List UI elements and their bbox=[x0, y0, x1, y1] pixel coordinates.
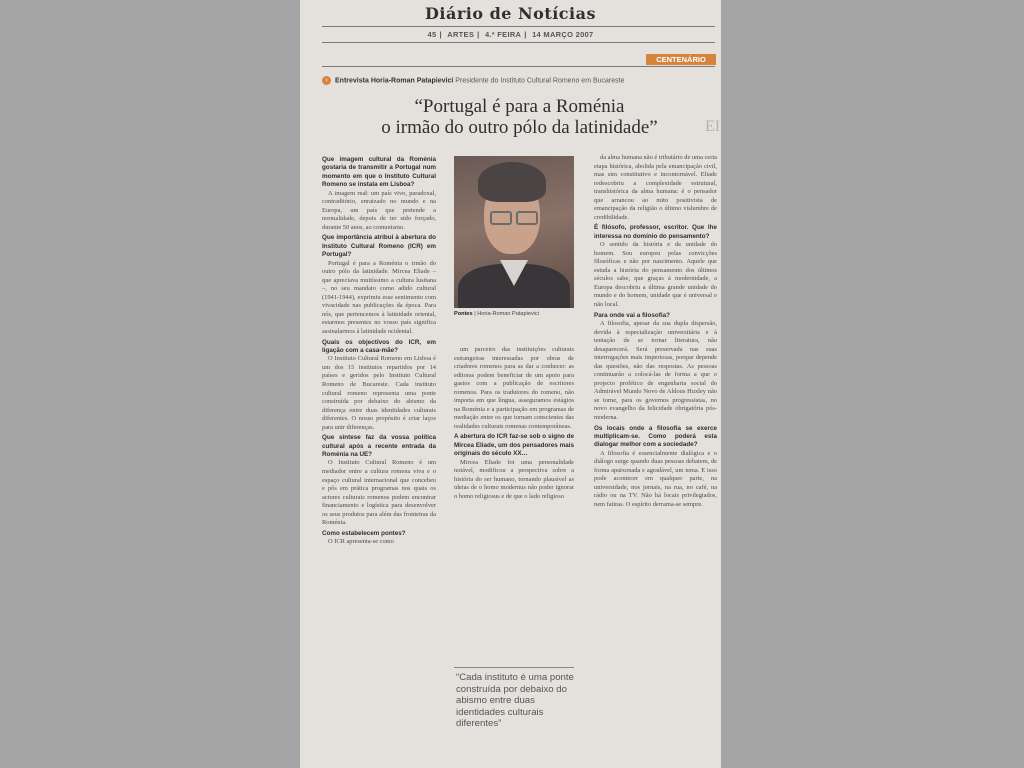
date: 14 MARÇO 2007 bbox=[532, 30, 594, 39]
interview-answer: O ICR apresenta-se como bbox=[328, 538, 394, 546]
caption-name: Horia-Roman Patapievici bbox=[477, 311, 540, 317]
interview-answer: A filosofia é essencialmente dialógica e o diálogo surge quando duas pessoas debatem, de forma apaixonada e agradável, um tema. E isso pode acontecer em qualquer parte, na universidade, nos jornais, na rua, no café, na rádio ou na TV. Não há locais privilegiados, nem fatiras. O espírito derrama-se sempre. bbox=[594, 449, 717, 509]
caption-label: Pontes bbox=[454, 311, 473, 317]
top-rule bbox=[322, 26, 715, 27]
pull-quote: “Cada instituto é uma ponte construída por debaixo do abismo entre duas identidades culturais diferentes” bbox=[456, 672, 574, 730]
dateline: 45 | ARTES | 4.ª FEIRA | 14 MARÇO 2007 bbox=[300, 30, 721, 39]
dateline-rule bbox=[322, 42, 715, 43]
interviewee-role: Presidente do Instituto Cultural Romeno em Bucareste bbox=[455, 77, 625, 85]
headline-line-1: “Portugal é para a Roménia bbox=[414, 96, 625, 117]
section-rule bbox=[322, 66, 715, 67]
interview-question: Que importância atribui à abertura do Instituto Cultural Romeno (ICR) em Portugal? bbox=[322, 234, 436, 259]
interview-question: Quais os objectivos do ICR, em ligação com a casa-mãe? bbox=[322, 338, 436, 354]
photo-glasses-left bbox=[490, 211, 512, 225]
interview-question: Os locais onde a filosofia se exerce multiplicam-se. Como poderá esta dialogar melhor com a sociedade? bbox=[594, 424, 717, 449]
interview-answer: O Instituto Cultural Romeno em Lisboa é um dos 15 institutos repartidos por 14 países e geridos pelo Instituto Cultural Romeno de Bucareste. Cada instituto cultural romeno representa uma ponte construída por debaixo do abismo da diferença entre duas identidades culturais diferentes. O nosso propósito é criar laços para unir diferenças. bbox=[322, 355, 436, 431]
interview-question: É filósofo, professor, escritor. Que lhe interessa no domínio do pensamento? bbox=[594, 224, 717, 240]
interview-answer: Portugal é para a Roménia o irmão do outro pólo da latinidade. Mircea Eliade – que apreciava muitíssimo a cultura lusitana –, no seu mandato como adido cultural (1941-1944), exprimiu esse sentimento com vivacidade nas publicações da época. Para nós, que pertencemos à latinidade oriental, estarmos presentes no vosso país significa assinalarmos à latinidade ocidental. bbox=[322, 259, 436, 335]
column-1 bbox=[322, 154, 436, 547]
interview-question: Como estabelecem pontes? bbox=[322, 529, 406, 537]
photo-glasses-right bbox=[516, 211, 538, 225]
interview-question: A abertura do ICR faz-se sob o signo de Mircea Eliade, um dos pensadores mais originais do século XX… bbox=[454, 433, 574, 458]
interview-kicker bbox=[322, 76, 625, 85]
column-2 bbox=[454, 346, 574, 501]
interview-question: Que imagem cultural da Roménia gostaria de transmitir a Portugal num momento em que o Instituto Cultural Romeno se instala em Lisboa? bbox=[322, 156, 436, 189]
photo-hair bbox=[478, 162, 546, 202]
masthead: Diário de Notícias bbox=[425, 4, 596, 23]
interview-answer: um parceiro das instituições culturais estrangeiras interessadas por obras de criadores romenos para as dar a conhecer: as editoras podem beneficiar de um apoio para gastos com a publicação de escritores romenos. Para os tradutores do romeno, não importa em que língua, asseguramos estágios na Roménia e a participação em programas de mediação entre os que tornam conscientes das realidades culturais romenas contemporâneas. bbox=[454, 346, 574, 430]
interview-answer: A filosofia, apesar da sua dupla dispersão, devida à especialização universitária e à tentação de se tornar literatura, não desaparecerá. Será preservada nas suas interrogações mais imperiosas, porque depende das questões, não das respostas. As pessoas continuarão a colocá-las de forma a que o projecto profético de engenharia social do Admirável Mundo Novo de Aldous Huxley não se torne, para os governos progressistas, no novo evangelho da felicidade obrigatória pós-moderna. bbox=[594, 319, 717, 421]
page-number: 45 bbox=[427, 30, 437, 39]
interview-answer: Mircea Eliade foi uma personalidade notável, modificou a perspectiva sobre a história do ser humano, tornando plausível as ideias de o homo modernus não poder ignorar o homo religiosus e de que o lado religioso bbox=[454, 458, 574, 500]
interview-question: Para onde vai a filosofia? bbox=[594, 311, 670, 319]
interview-answer: A imagem real: um país vivo, paradoxal, contraditório, enraizado no mundo e na Europa, um país que pretende a normalidade, depois de ter sido forçado, durante 50 anos, ao comunismo. bbox=[322, 189, 436, 231]
interview-question: Que síntese faz da vossa política cultural após a recente entrada da Roménia na UE? bbox=[322, 434, 436, 459]
interview-answer: da alma humana não é tributário de uma certa etapa histórica, abolida pela emancipação civil, mas sim constitutivo e incontornável. Eliade redescobriu a complexidade estrutural, transhistórica da alma humana: é o pensador que arrancou ao mito positivista de emancipação da religião o último vislumbre de credibilidade. bbox=[594, 154, 717, 221]
section-name: ARTES bbox=[447, 30, 475, 39]
interviewee-name: Horia-Roman Patapievici bbox=[370, 77, 454, 85]
interview-answer: O sentido da história e da unidade do homem. Sou europeu pelas convicções filosóficas e não por nascimento. Aquele que estuda a história do pensamento dos últimos séculos sabe, que graças à modernidade, a Europa descobriu a última grande unidade do mundo e do homem, unidade que é universal e não local. bbox=[594, 241, 717, 309]
arrow-icon: › bbox=[322, 76, 331, 85]
bleed-through-text: EI bbox=[705, 118, 721, 135]
kicker-label: Entrevista bbox=[335, 77, 369, 85]
pull-quote-rule bbox=[454, 667, 574, 668]
newspaper-page bbox=[300, 0, 721, 768]
weekday: 4.ª FEIRA bbox=[484, 30, 522, 39]
section-tag: CENTENÁRIO bbox=[646, 54, 716, 65]
column-3 bbox=[594, 154, 717, 510]
photo-caption: Pontes | Horia-Roman Patapievici bbox=[454, 311, 540, 317]
headline bbox=[322, 96, 717, 138]
headline-line-2: o irmão do outro pólo da latinidade” bbox=[381, 117, 658, 138]
portrait-photo bbox=[454, 156, 574, 308]
interview-answer: O Instituto Cultural Romeno é um mediador entre a cultura romena viva e o espaço cultural internacional que concebeu e pôs em prática programas nos quais os actores culturais romenos podem encontrar financiamento e logística para desenvolver os seus produtos para além das fronteiras da Roménia. bbox=[322, 459, 436, 527]
